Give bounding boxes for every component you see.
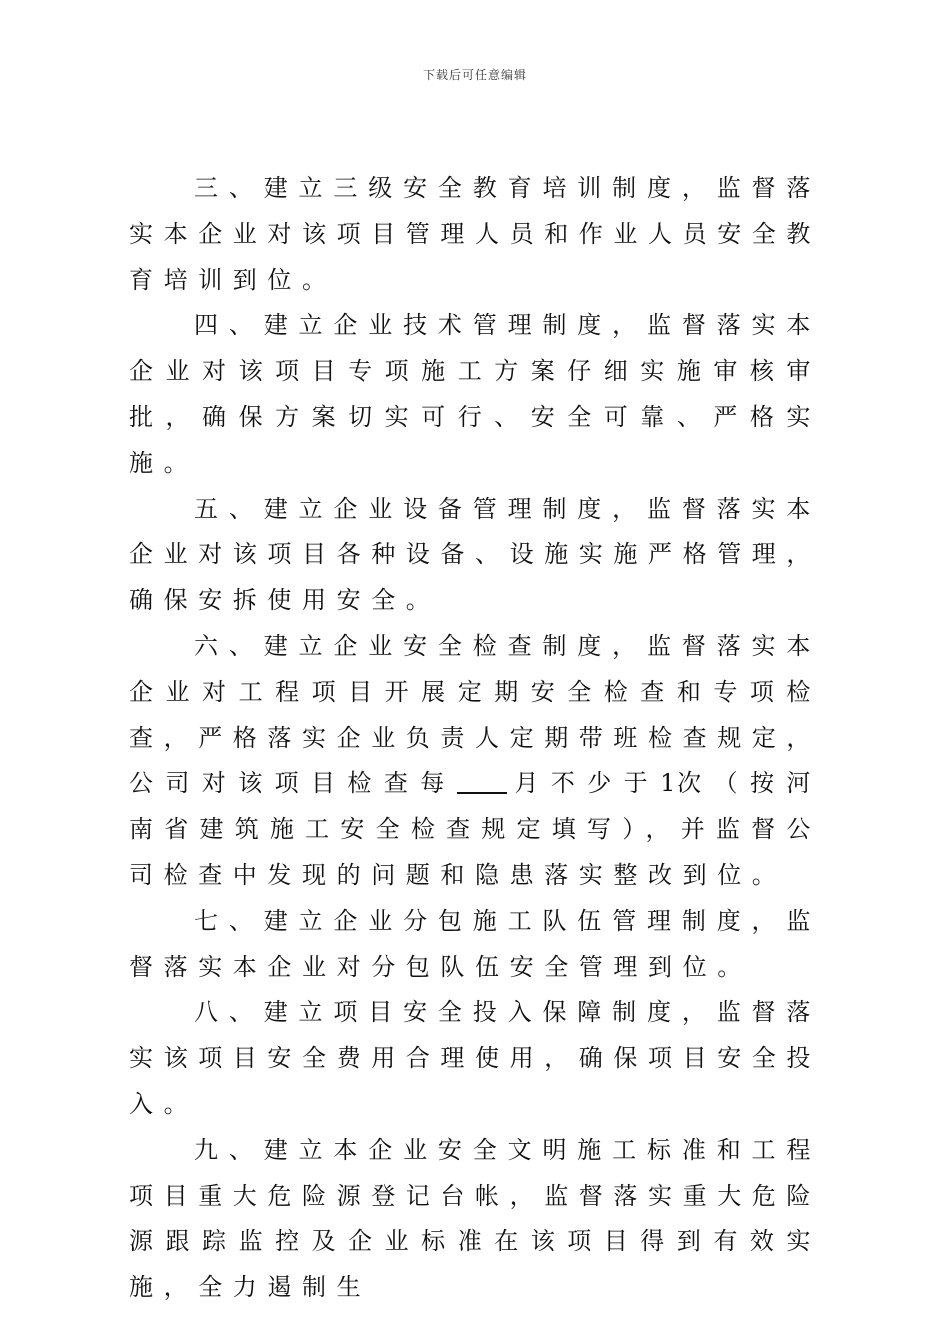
paragraph-7: 七、建立企业分包施工队伍管理制度，监督落实本企业对分包队伍安全管理到位。 — [129, 906, 821, 981]
paragraph-4: 四、建立企业技术管理制度，监督落实本企业对该项目专项施工方案仔细实施审核审批，确保方案切实可行、安全可靠、严格实施。 — [129, 311, 821, 477]
document-body — [129, 166, 821, 1311]
paragraph-5: 五、建立企业设备管理制度，监督落实本企业对该项目各种设备、设施实施严格管理，确保安拆使用安全。 — [129, 494, 821, 615]
inspection-count: 1 — [660, 769, 676, 798]
paragraph-6-part2: 月不少于 — [512, 769, 661, 798]
paragraph-6-part1: 六、建立企业安全检查制度，监督落实本企业对工程项目开展定期安全检查和专项检查，严格落实企业负责人定期带班检查规定，公司对该项目检查每 — [129, 631, 821, 798]
paragraph-8: 八、建立项目安全投入保障制度，监督落实该项目安全费用合理使用，确保项目安全投入。 — [129, 998, 821, 1118]
paragraph-6-part3: 次（按河南省建筑施工安全检查规定填写），并监督公司检查中发现的问题和隐患落实整改到位。 — [129, 769, 821, 889]
fill-in-blank — [457, 770, 507, 794]
paragraph-6 — [129, 624, 821, 899]
page-header: 下载后可任意编辑 — [422, 68, 527, 82]
paragraph-3: 三、建立三级安全教育培训制度，监督落实本企业对该项目管理人员和作业人员安全教育培训到位。 — [129, 174, 821, 294]
paragraph-9: 九、建立本企业安全文明施工标准和工程项目重大危险源登记台帐，监督落实重大危险源跟踪监控及企业标准在该项目得到有效实施，全力遏制生 — [129, 1135, 821, 1302]
